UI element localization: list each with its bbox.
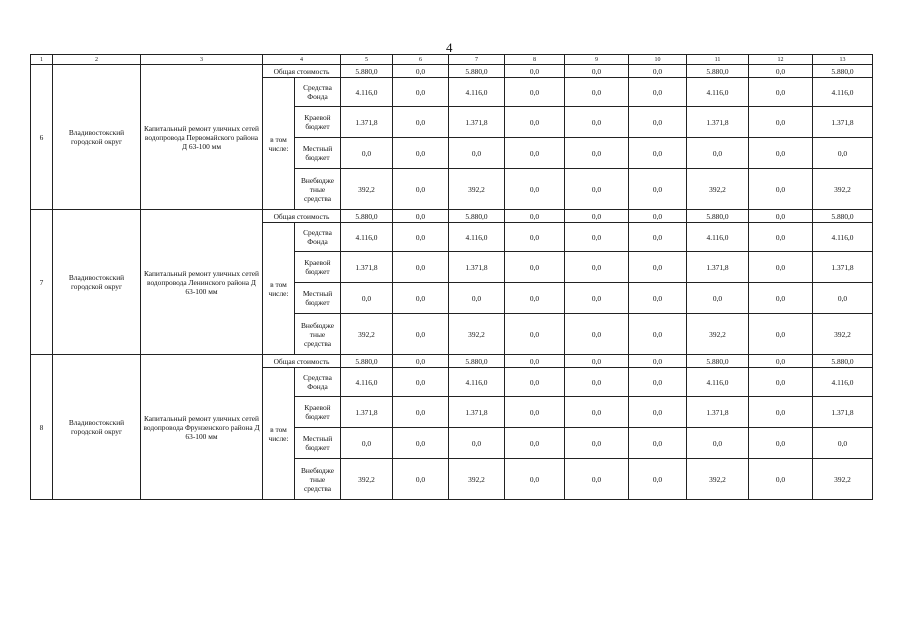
total-cost-label: Общая стоимость	[263, 355, 341, 368]
value-cell: 392,2	[687, 459, 749, 500]
value-cell: 1.371,8	[341, 252, 393, 283]
project-description: Капитальный ремонт уличных сетей водопровода Фрунзенского района Д 63-100 мм	[141, 355, 263, 500]
value-cell: 0,0	[565, 252, 629, 283]
value-cell: 0,0	[449, 428, 505, 459]
project-description: Капитальный ремонт уличных сетей водопровода Ленинского района Д 63-100 мм	[141, 210, 263, 355]
column-header: 13	[813, 55, 873, 65]
value-cell: 0,0	[749, 314, 813, 355]
value-cell: 0,0	[505, 252, 565, 283]
funding-source-label: Внебюдже тные средства	[295, 314, 341, 355]
value-cell: 4.116,0	[449, 223, 505, 252]
column-header: 2	[53, 55, 141, 65]
value-cell: 4.116,0	[449, 78, 505, 107]
value-cell: 1.371,8	[687, 107, 749, 138]
page-number: 4	[446, 40, 453, 55]
value-cell: 5.880,0	[813, 355, 873, 368]
value-cell: 0,0	[749, 355, 813, 368]
value-cell: 4.116,0	[341, 368, 393, 397]
value-cell: 0,0	[341, 283, 393, 314]
value-cell: 392,2	[813, 459, 873, 500]
value-cell: 0,0	[505, 169, 565, 210]
row-number: 8	[31, 355, 53, 500]
value-cell: 0,0	[505, 459, 565, 500]
including-label: в том числе:	[263, 78, 295, 210]
total-cost-label: Общая стоимость	[263, 65, 341, 78]
funding-source-label: Краевой бюджет	[295, 252, 341, 283]
value-cell: 0,0	[749, 210, 813, 223]
value-cell: 0,0	[749, 397, 813, 428]
value-cell: 0,0	[629, 459, 687, 500]
value-cell: 0,0	[505, 314, 565, 355]
column-header: 9	[565, 55, 629, 65]
value-cell: 0,0	[505, 355, 565, 368]
value-cell: 0,0	[393, 283, 449, 314]
value-cell: 0,0	[393, 138, 449, 169]
value-cell: 0,0	[393, 428, 449, 459]
district-name: Владивостокский городской округ	[53, 65, 141, 210]
value-cell: 4.116,0	[687, 78, 749, 107]
value-cell: 0,0	[505, 78, 565, 107]
value-cell: 0,0	[505, 65, 565, 78]
column-header: 6	[393, 55, 449, 65]
value-cell: 1.371,8	[341, 107, 393, 138]
project-description: Капитальный ремонт уличных сетей водопровода Первомайского района Д 63-100 мм	[141, 65, 263, 210]
value-cell: 0,0	[629, 397, 687, 428]
value-cell: 1.371,8	[813, 252, 873, 283]
value-cell: 0,0	[813, 283, 873, 314]
value-cell: 0,0	[629, 314, 687, 355]
column-header: 11	[687, 55, 749, 65]
value-cell: 0,0	[393, 355, 449, 368]
value-cell: 5.880,0	[341, 210, 393, 223]
value-cell: 4.116,0	[813, 78, 873, 107]
value-cell: 0,0	[565, 355, 629, 368]
value-cell: 0,0	[749, 428, 813, 459]
column-header: 8	[505, 55, 565, 65]
column-header: 3	[141, 55, 263, 65]
total-cost-label: Общая стоимость	[263, 210, 341, 223]
value-cell: 0,0	[393, 65, 449, 78]
value-cell: 0,0	[505, 428, 565, 459]
district-name: Владивостокский городской округ	[53, 210, 141, 355]
value-cell: 4.116,0	[341, 223, 393, 252]
funding-source-label: Средства Фонда	[295, 368, 341, 397]
column-header: 12	[749, 55, 813, 65]
project-total-row	[31, 65, 873, 78]
value-cell: 0,0	[813, 428, 873, 459]
value-cell: 5.880,0	[813, 65, 873, 78]
value-cell: 0,0	[749, 107, 813, 138]
value-cell: 4.116,0	[341, 78, 393, 107]
value-cell: 0,0	[749, 138, 813, 169]
value-cell: 0,0	[565, 107, 629, 138]
value-cell: 4.116,0	[813, 368, 873, 397]
value-cell: 0,0	[565, 138, 629, 169]
value-cell: 0,0	[505, 368, 565, 397]
value-cell: 5.880,0	[687, 355, 749, 368]
value-cell: 4.116,0	[687, 223, 749, 252]
value-cell: 1.371,8	[813, 107, 873, 138]
value-cell: 0,0	[629, 169, 687, 210]
value-cell: 0,0	[565, 314, 629, 355]
value-cell: 0,0	[629, 283, 687, 314]
value-cell: 0,0	[629, 252, 687, 283]
value-cell: 0,0	[393, 107, 449, 138]
value-cell: 0,0	[449, 138, 505, 169]
value-cell: 0,0	[749, 252, 813, 283]
value-cell: 392,2	[341, 459, 393, 500]
value-cell: 392,2	[813, 169, 873, 210]
row-number: 6	[31, 65, 53, 210]
value-cell: 0,0	[393, 368, 449, 397]
value-cell: 0,0	[505, 397, 565, 428]
funding-source-label: Местный бюджет	[295, 138, 341, 169]
value-cell: 0,0	[393, 397, 449, 428]
value-cell: 0,0	[565, 283, 629, 314]
value-cell: 0,0	[505, 283, 565, 314]
value-cell: 1.371,8	[687, 252, 749, 283]
value-cell: 0,0	[341, 428, 393, 459]
value-cell: 0,0	[749, 459, 813, 500]
value-cell: 0,0	[629, 65, 687, 78]
value-cell: 5.880,0	[449, 355, 505, 368]
value-cell: 0,0	[629, 107, 687, 138]
project-total-row	[31, 355, 873, 368]
value-cell: 0,0	[505, 138, 565, 169]
value-cell: 392,2	[449, 459, 505, 500]
value-cell: 0,0	[749, 223, 813, 252]
funding-source-label: Краевой бюджет	[295, 107, 341, 138]
value-cell: 0,0	[629, 138, 687, 169]
value-cell: 5.880,0	[341, 65, 393, 78]
value-cell: 5.880,0	[449, 65, 505, 78]
funding-source-label: Средства Фонда	[295, 223, 341, 252]
value-cell: 0,0	[687, 138, 749, 169]
value-cell: 0,0	[813, 138, 873, 169]
value-cell: 5.880,0	[813, 210, 873, 223]
column-number-row	[31, 55, 873, 65]
value-cell: 1.371,8	[813, 397, 873, 428]
funding-source-label: Местный бюджет	[295, 283, 341, 314]
column-header: 7	[449, 55, 505, 65]
funding-source-label: Местный бюджет	[295, 428, 341, 459]
value-cell: 0,0	[393, 252, 449, 283]
value-cell: 0,0	[393, 314, 449, 355]
value-cell: 0,0	[565, 210, 629, 223]
including-label: в том числе:	[263, 368, 295, 500]
value-cell: 0,0	[565, 428, 629, 459]
value-cell: 0,0	[565, 368, 629, 397]
value-cell: 0,0	[393, 169, 449, 210]
value-cell: 0,0	[629, 223, 687, 252]
value-cell: 392,2	[341, 169, 393, 210]
value-cell: 0,0	[629, 210, 687, 223]
value-cell: 0,0	[749, 283, 813, 314]
value-cell: 0,0	[687, 428, 749, 459]
value-cell: 4.116,0	[449, 368, 505, 397]
value-cell: 5.880,0	[449, 210, 505, 223]
budget-table	[30, 54, 873, 500]
value-cell: 4.116,0	[813, 223, 873, 252]
value-cell: 0,0	[393, 223, 449, 252]
value-cell: 0,0	[749, 78, 813, 107]
value-cell: 392,2	[687, 169, 749, 210]
value-cell: 392,2	[687, 314, 749, 355]
value-cell: 1.371,8	[341, 397, 393, 428]
value-cell: 1.371,8	[687, 397, 749, 428]
value-cell: 392,2	[449, 169, 505, 210]
value-cell: 392,2	[341, 314, 393, 355]
district-name: Владивостокский городской округ	[53, 355, 141, 500]
value-cell: 0,0	[565, 169, 629, 210]
value-cell: 1.371,8	[449, 252, 505, 283]
value-cell: 4.116,0	[687, 368, 749, 397]
value-cell: 0,0	[629, 428, 687, 459]
value-cell: 392,2	[449, 314, 505, 355]
value-cell: 5.880,0	[687, 210, 749, 223]
funding-source-label: Средства Фонда	[295, 78, 341, 107]
value-cell: 1.371,8	[449, 397, 505, 428]
funding-source-label: Внебюдже тные средства	[295, 459, 341, 500]
value-cell: 0,0	[565, 397, 629, 428]
value-cell: 0,0	[749, 65, 813, 78]
funding-source-label: Краевой бюджет	[295, 397, 341, 428]
value-cell: 1.371,8	[449, 107, 505, 138]
value-cell: 0,0	[629, 368, 687, 397]
value-cell: 0,0	[629, 78, 687, 107]
column-header: 4	[263, 55, 341, 65]
value-cell: 0,0	[393, 459, 449, 500]
value-cell: 0,0	[565, 78, 629, 107]
value-cell: 0,0	[449, 283, 505, 314]
value-cell: 0,0	[505, 210, 565, 223]
value-cell: 0,0	[341, 138, 393, 169]
value-cell: 0,0	[393, 210, 449, 223]
value-cell: 0,0	[629, 355, 687, 368]
value-cell: 0,0	[749, 368, 813, 397]
value-cell: 0,0	[505, 223, 565, 252]
project-total-row	[31, 210, 873, 223]
value-cell: 0,0	[505, 107, 565, 138]
value-cell: 0,0	[393, 78, 449, 107]
column-header: 10	[629, 55, 687, 65]
column-header: 1	[31, 55, 53, 65]
row-number: 7	[31, 210, 53, 355]
value-cell: 0,0	[565, 459, 629, 500]
value-cell: 5.880,0	[687, 65, 749, 78]
including-label: в том числе:	[263, 223, 295, 355]
value-cell: 5.880,0	[341, 355, 393, 368]
column-header: 5	[341, 55, 393, 65]
value-cell: 392,2	[813, 314, 873, 355]
value-cell: 0,0	[565, 223, 629, 252]
value-cell: 0,0	[565, 65, 629, 78]
value-cell: 0,0	[687, 283, 749, 314]
funding-source-label: Внебюдже тные средства	[295, 169, 341, 210]
value-cell: 0,0	[749, 169, 813, 210]
